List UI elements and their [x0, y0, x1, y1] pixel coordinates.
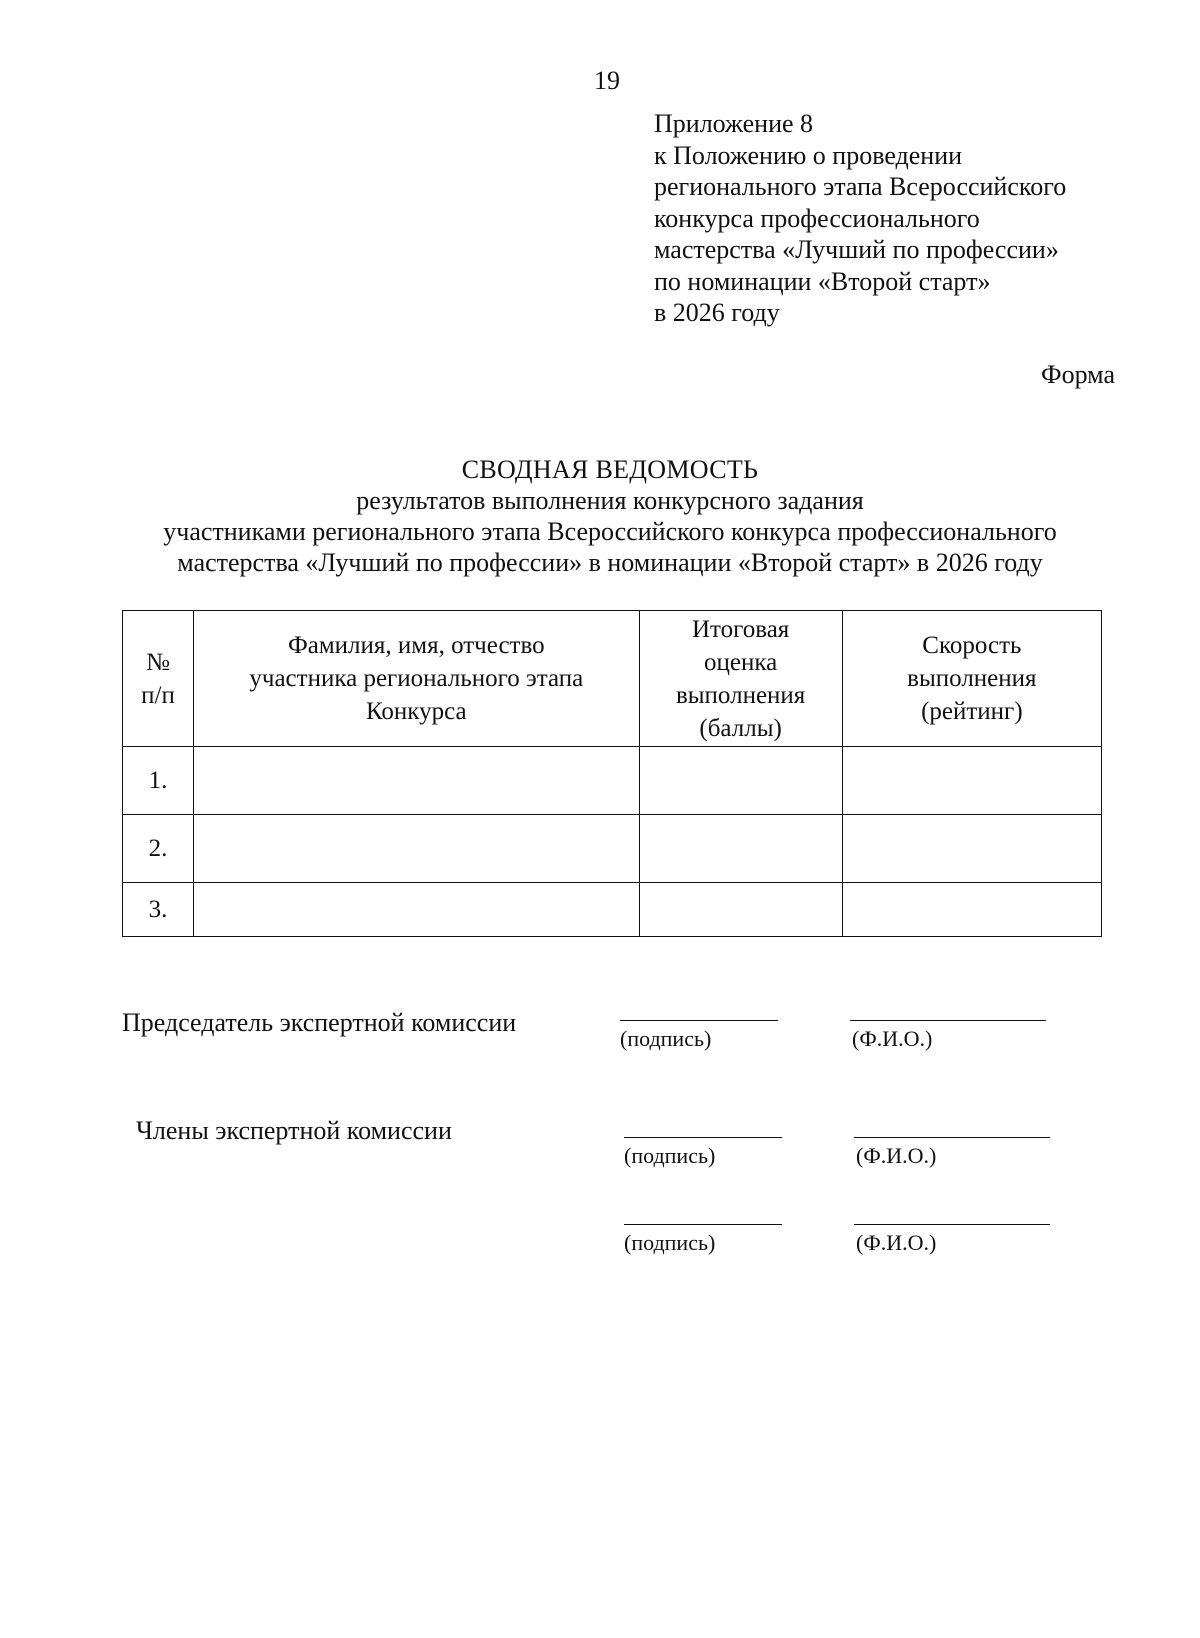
member-fio-line: [854, 1137, 1050, 1138]
table-header-row: [123, 611, 1102, 747]
appendix-line: по номинации «Второй старт»: [654, 266, 991, 296]
cell-speed: [842, 815, 1101, 883]
document-title: [0, 454, 1200, 578]
appendix-line: в 2026 году: [654, 298, 780, 327]
cell-score: [639, 883, 842, 937]
member-signature-line: [624, 1137, 782, 1138]
cell-num: 3.: [123, 883, 194, 937]
cell-score: [639, 815, 842, 883]
chairman-fio-line: [850, 1020, 1046, 1021]
member-signature-line: [624, 1224, 782, 1225]
appendix-line: регионального этапа Всероссийского: [654, 172, 1067, 201]
header-text: №: [146, 648, 170, 676]
header-text: Скорость: [922, 632, 1022, 659]
cell-num: 2.: [123, 815, 194, 883]
members-label: Члены экспертной комиссии: [136, 1116, 452, 1145]
results-table: [122, 610, 1102, 937]
fio-caption: (Ф.И.О.): [856, 1230, 937, 1255]
header-score: [639, 611, 842, 747]
header-text: оценка: [704, 648, 778, 676]
header-name: [194, 611, 639, 747]
table-row: [123, 747, 1102, 815]
title-line: мастерства «Лучший по профессии» в номинации «Второй старт» в 2026 году: [177, 548, 1043, 577]
page-number: 19: [594, 66, 620, 95]
header-text: п/п: [141, 681, 175, 709]
cell-speed: [842, 747, 1101, 815]
header-text: (баллы): [699, 714, 782, 742]
fio-caption: (Ф.И.О.): [852, 1026, 933, 1051]
appendix-line: мастерства «Лучший по профессии»: [654, 235, 1059, 264]
signature-caption: (подпись): [624, 1143, 716, 1168]
table-row: [123, 883, 1102, 937]
header-text: выполнения: [907, 665, 1037, 692]
header-text: Фамилия, имя, отчество: [287, 632, 545, 659]
header-text: Итоговая: [691, 615, 790, 643]
title-main: СВОДНАЯ ВЕДОМОСТЬ: [461, 455, 759, 484]
header-text: выполнения: [675, 681, 806, 709]
fio-caption: (Ф.И.О.): [856, 1143, 937, 1168]
appendix-line: конкурса профессионального: [654, 203, 980, 233]
cell-name: [194, 747, 639, 815]
appendix-line: Приложение 8: [654, 109, 814, 138]
cell-name: [194, 883, 639, 937]
signature-caption: (подпись): [624, 1230, 716, 1255]
header-text: Конкурса: [365, 698, 467, 725]
header-text: участника регионального этапа: [249, 665, 584, 692]
cell-speed: [842, 883, 1101, 937]
table-row: [123, 815, 1102, 883]
title-line: результатов выполнения конкурсного задания: [356, 486, 864, 515]
cell-score: [639, 747, 842, 815]
form-label: Форма: [1041, 360, 1115, 389]
appendix-block: [654, 108, 1066, 329]
chairman-label: Председатель экспертной комиссии: [122, 1008, 517, 1037]
header-speed: [842, 611, 1101, 747]
header-num: [123, 611, 194, 747]
appendix-line: к Положению о проведении: [654, 140, 963, 170]
signature-caption: (подпись): [620, 1026, 712, 1051]
cell-name: [194, 815, 639, 883]
member-fio-line: [854, 1224, 1050, 1225]
header-text: (рейтинг): [921, 698, 1023, 725]
title-line: участниками регионального этапа Всероссийского конкурса профессионального: [163, 517, 1057, 546]
cell-num: 1.: [123, 747, 194, 815]
chairman-signature-line: [620, 1020, 778, 1021]
